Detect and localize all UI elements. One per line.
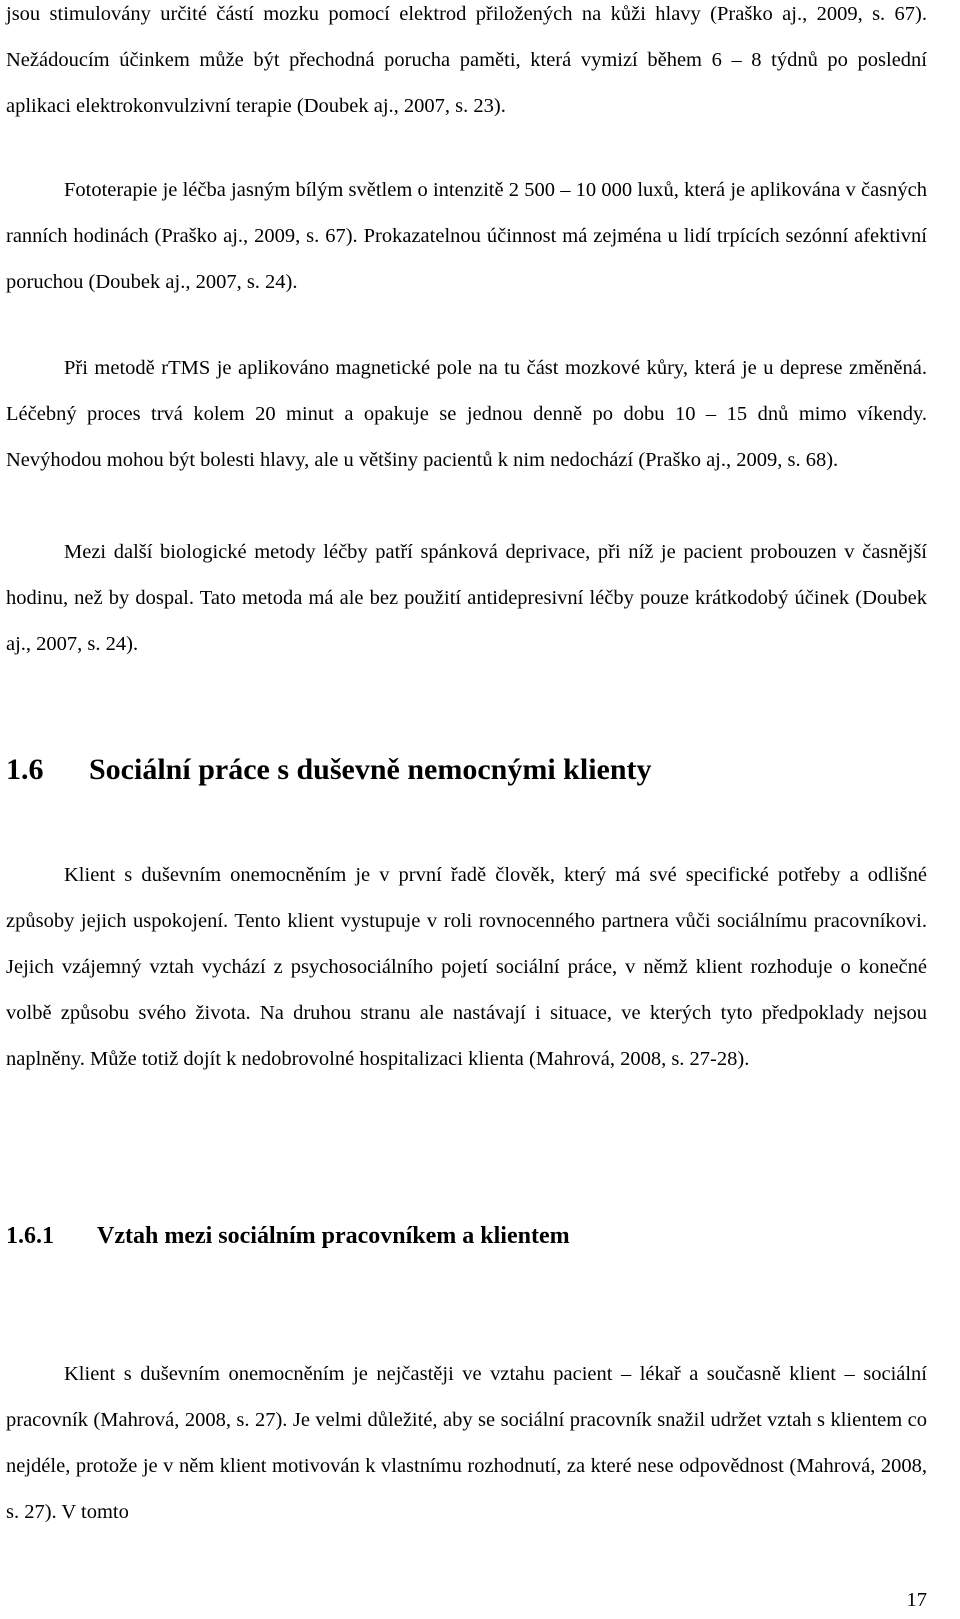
- paragraph-rtms: Při metodě rTMS je aplikováno magnetické pole na tu část mozkové kůry, která je u deprese změněná. Léčebný proces trvá kolem 20 minut a opakuje se jednou denně po dobu 10 – 15 dnů mimo víkendy. Nevýhodou mohou být bolesti hlavy, ale u většiny pacientů k nim nedochází (Praško aj., 2009, s. 68).: [6, 357, 927, 471]
- section-number: 1.6: [6, 753, 44, 786]
- paragraph-worker-client-relationship: Klient s duševním onemocněním je nejčastěji ve vztahu pacient – lékař a současně klient – sociální pracovník (Mahrová, 2008, s. 27). Je velmi důležité, aby se sociální pracovník snažil udržet vztah s klientem co nejdéle, protože je v něm klient motivován k vlastnímu rozhodnutí, za které nese odpovědnost (Mahrová, 2008, s. 27). V tomto: [6, 1363, 927, 1523]
- page-number: 17: [906, 1589, 927, 1611]
- subsection-title: Vztah mezi sociálním pracovníkem a klientem: [97, 1223, 570, 1249]
- paragraph-ect-side-effects: jsou stimulovány určité částí mozku pomocí elektrod přiložených na kůži hlavy (Praško aj., 2009, s. 67). Nežádoucím účinkem může být přechodná porucha paměti, která vymizí během 6 – 8 týdnů po poslední aplikaci elektrokonvulzivní terapie (Doubek aj., 2007, s. 23).: [6, 3, 927, 117]
- paragraph-phototherapy: Fototerapie je léčba jasným bílým světlem o intenzitě 2 500 – 10 000 luxů, která je aplikována v časných ranních hodinách (Praško aj., 2009, s. 67). Prokazatelnou účinnost má zejména u lidí trpících sezónní afektivní poruchou (Doubek aj., 2007, s. 24).: [6, 179, 927, 293]
- section-heading: [6, 748, 652, 792]
- paragraph-sleep-deprivation: Mezi další biologické metody léčby patří spánková deprivace, při níž je pacient probouzen v časnější hodinu, než by dospal. Tato metoda má ale bez použití antidepresivní léčby pouze krátkodobý účinek (Doubek aj., 2007, s. 24).: [6, 541, 927, 655]
- paragraph-client-with-mental-illness: Klient s duševním onemocněním je v první řadě člověk, který má své specifické potřeby a odlišné způsoby jejich uspokojení. Tento klient vystupuje v roli rovnocenného partnera vůči sociálnímu pracovníkovi. Jejich vzájemný vztah vychází z psychosociálního pojetí sociální práce, v němž klient rozhoduje o konečné volbě způsobu svého života. Na druhou stranu ale nastávají i situace, ve kterých tyto předpoklady nejsou naplněny. Může totiž dojít k nedobrovolné hospitalizaci klienta (Mahrová, 2008, s. 27-28).: [6, 864, 927, 1070]
- section-title: Sociální práce s duševně nemocnými klienty: [89, 753, 652, 786]
- subsection-heading: [6, 1216, 570, 1256]
- subsection-number: 1.6.1: [6, 1223, 54, 1249]
